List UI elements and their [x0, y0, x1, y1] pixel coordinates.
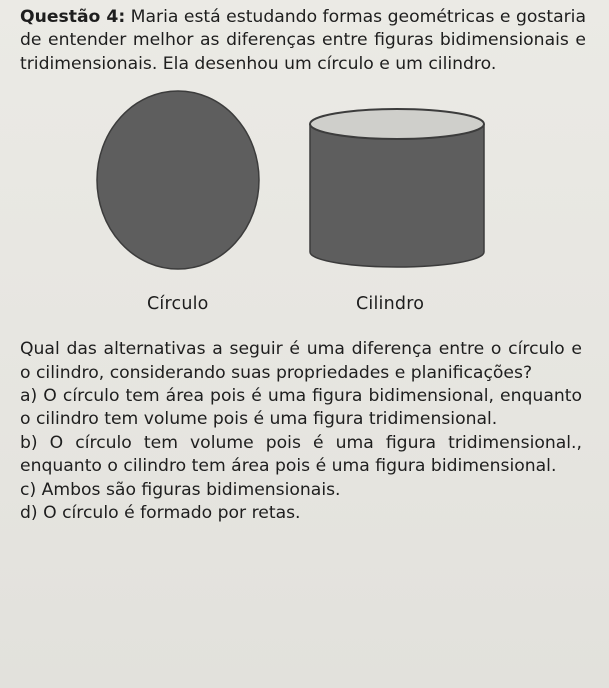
cylinder-label: Cilindro	[356, 294, 425, 315]
answer-options	[20, 385, 582, 525]
cylinder-top	[310, 109, 484, 139]
circle-shape	[97, 91, 259, 269]
question-intro	[20, 6, 586, 76]
question-intro-text: Maria está estudando formas geométricas e gostaria de entender melhor as diferenças entre figuras bidimensionais e tridimensionais. Ela desenhou um círculo e um cilindro.	[20, 7, 586, 74]
question-title: Questão 4:	[20, 7, 126, 27]
figures-area	[20, 76, 595, 338]
option-a[interactable]: a) O círculo tem área pois é uma figura bidimensional, enquanto o cilindro tem volume pois é uma figura tridimensional.	[20, 386, 582, 430]
cylinder-body	[310, 125, 484, 267]
question-prompt: Qual das alternativas a seguir é uma diferença entre o círculo e o cilindro, considerando suas propriedades e planificações?	[20, 339, 582, 383]
option-c[interactable]: c) Ambos são figuras bidimensionais.	[20, 479, 341, 500]
circle-label: Círculo	[147, 294, 209, 315]
shapes-drawing	[20, 76, 595, 338]
option-b[interactable]: b) O círculo tem volume pois é uma figura tridimensional., enquanto o cilindro tem área pois é uma figura bidimensional.	[20, 432, 582, 477]
option-d[interactable]: d) O círculo é formado por retas.	[20, 503, 301, 524]
